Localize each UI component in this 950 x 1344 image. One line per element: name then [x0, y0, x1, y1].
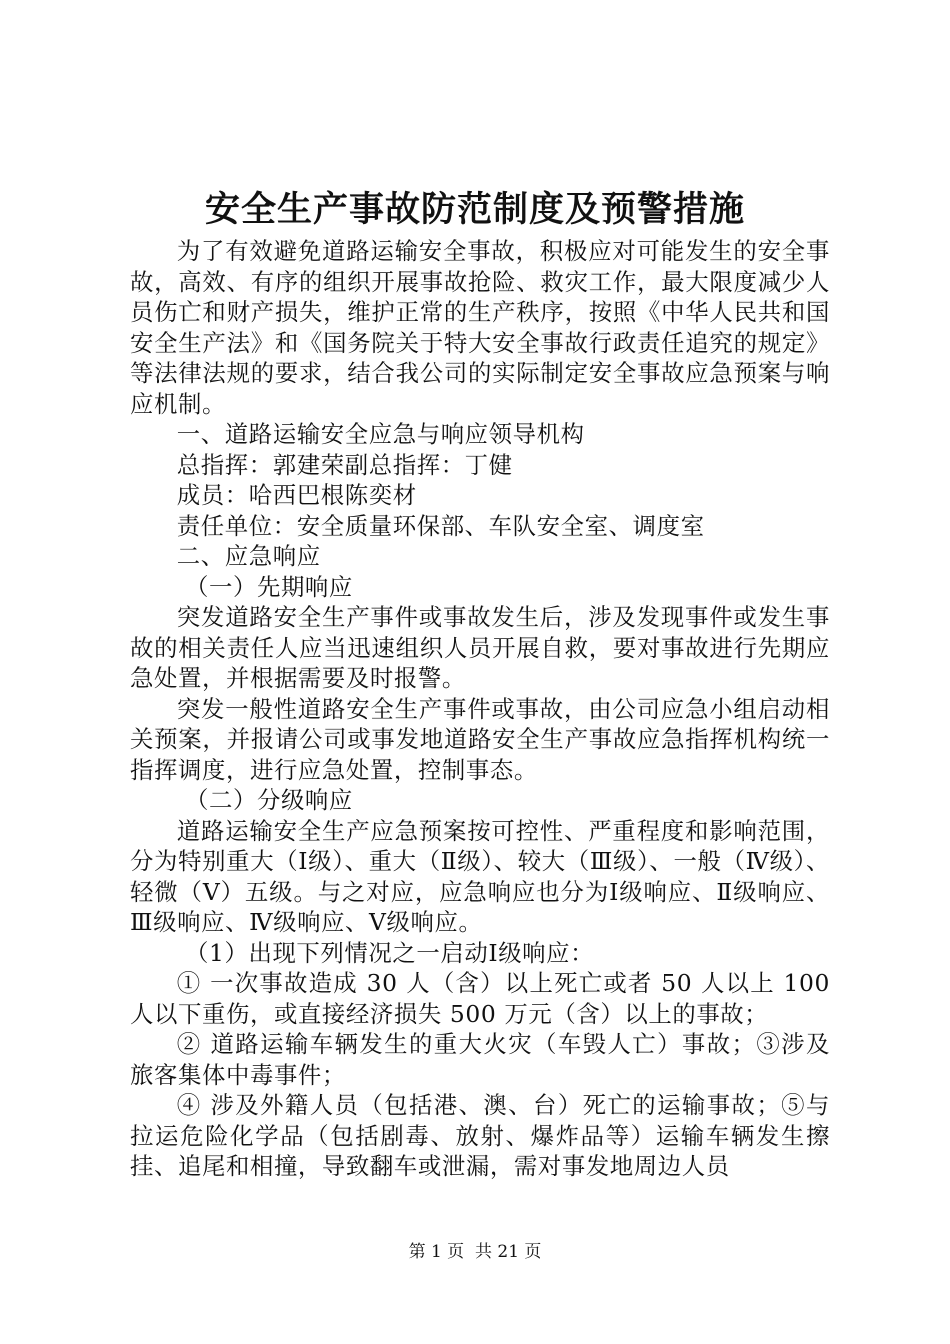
document-title: 安全生产事故防范制度及预警措施 [204, 189, 745, 230]
intro-paragraph: 为了有效避免道路运输安全事故，积极应对可能发生的安全事故，高效、有序的组织开展事故抢险、救灾工作，最大限度减少人员伤亡和财产损失，维护正常的生产秩序，按照《中华人民共和国安全生产法》和《国务院关于特大安全事故行政责任追究的规定》等法律法规的要求，结合我公司的实际制定安全事故应急预案与响应机制。 [130, 237, 830, 418]
graded-response-paragraph: 道路运输安全生产应急预案按可控性、严重程度和影响范围，分为特别重大（Ⅰ级）、重大（Ⅱ级）、较大（Ⅲ级）、一般（Ⅳ级）、轻微（Ⅴ）五级。与之对应，应急响应也分为Ⅰ级响应、Ⅱ级响应、Ⅲ级响应、Ⅳ级响应、Ⅴ级响应。 [130, 816, 830, 936]
level-1-response-heading: （1）出现下列情况之一启动Ⅰ级响应： [184, 938, 595, 967]
initial-response-paragraph-2: 突发一般性道路安全生产事件或事故，由公司应急小组启动相关预案，并报请公司或事发地道路安全生产事故应急指挥机构统一指挥调度，进行应急处置，控制事态。 [130, 694, 830, 784]
list-item: ① 一次事故造成 30 人（含）以上死亡或者 50 人以上 100 人以下重伤，或直接经济损失 500 万元（含）以上的事故； [130, 969, 830, 1028]
section-heading-leadership: 一、道路运输安全应急与响应领导机构 [176, 420, 585, 448]
list-item: ② 道路运输车辆发生的重大火灾（车毁人亡）事故；③涉及旅客集体中毒事件； [130, 1030, 830, 1089]
commander-line: 总指挥：郭建荣副总指挥：丁健 [176, 450, 513, 479]
subsection-heading-graded-response: （二）分级响应 [184, 786, 353, 814]
members-line: 成员：哈西巴根陈奕材 [176, 481, 417, 509]
subsection-heading-initial-response: （一）先期响应 [184, 572, 353, 601]
list-item: ④ 涉及外籍人员（包括港、澳、台）死亡的运输事故；⑤与拉运危险化学品（包括剧毒、放射、爆炸品等）运输车辆发生擦挂、追尾和相撞，导致翻车或泄漏，需对事发地周边人员 [130, 1091, 830, 1180]
document-body [130, 236, 830, 1182]
responsible-units-line: 责任单位：安全质量环保部、车队安全室、调度室 [176, 511, 705, 540]
initial-response-paragraph-1: 突发道路安全生产事件或事故发生后，涉及发现事件或发生事故的相关责任人应当迅速组织人员开展自救，要对事故进行先期应急处置，并根据需要及时报警。 [130, 603, 830, 692]
page-number-footer: 第 1 页 共 21 页 [408, 1242, 542, 1262]
section-heading-emergency-response: 二、应急响应 [176, 542, 321, 570]
